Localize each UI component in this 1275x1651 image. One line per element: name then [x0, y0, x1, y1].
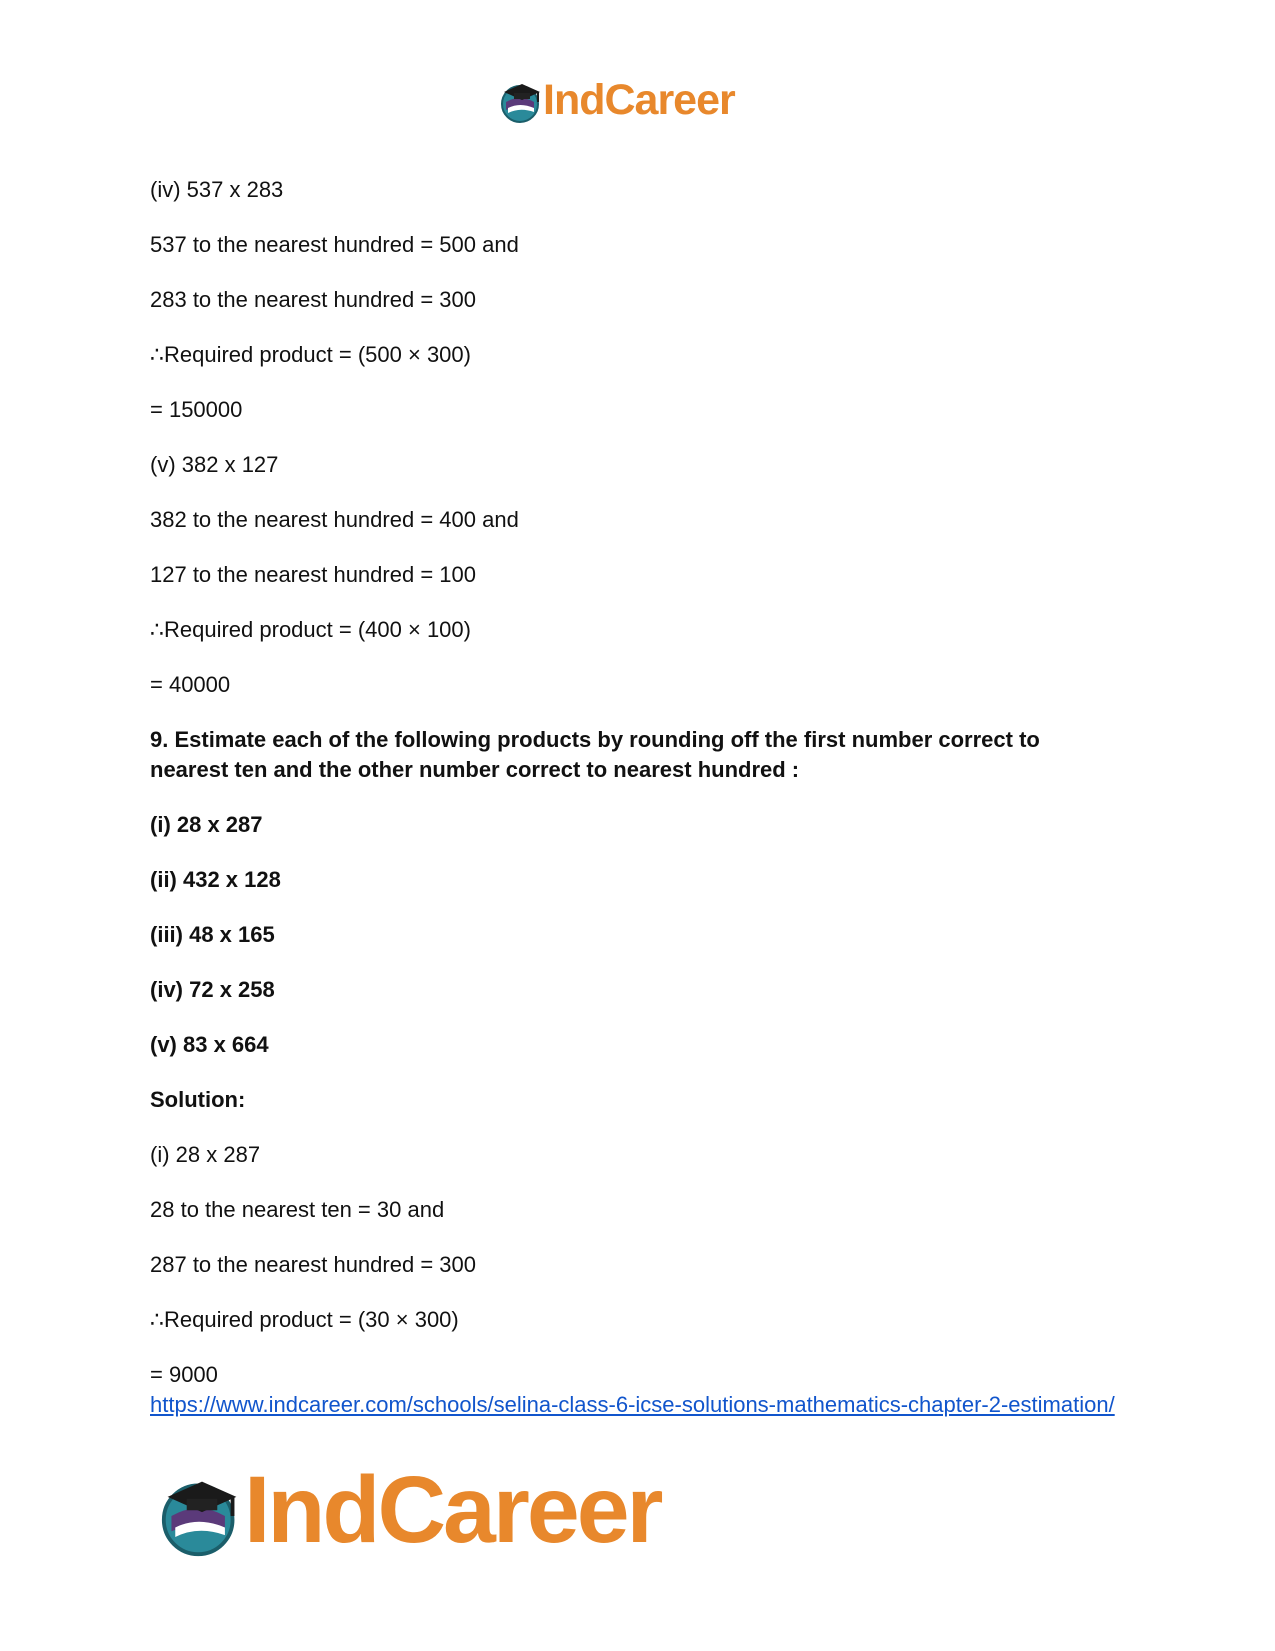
text-line: = 40000: [150, 672, 231, 697]
text-line: ∴Required product = (30 × 300): [150, 1307, 459, 1332]
text-line: ∴Required product = (400 × 100): [150, 617, 471, 642]
question-part: (i) 28 x 287: [150, 812, 263, 837]
text-line: 287 to the nearest hundred = 300: [150, 1252, 476, 1277]
text-line: 127 to the nearest hundred = 100: [150, 562, 476, 587]
text-line: (iv) 537 x 283: [150, 177, 284, 202]
question-part: (ii) 432 x 128: [150, 867, 281, 892]
header-logo-text: IndCareer: [543, 76, 735, 124]
solution-label: Solution:: [150, 1087, 246, 1112]
text-line: 537 to the nearest hundred = 500 and: [150, 232, 519, 257]
question-part: (v) 83 x 664: [150, 1032, 269, 1057]
footer-logo-text: IndCareer: [244, 1457, 661, 1563]
header-logo: [500, 78, 780, 128]
source-link[interactable]: https://www.indcareer.com/schools/selina-class-6-icse-solutions-mathematics-chapter-2-estimation/: [150, 1392, 1115, 1417]
globe-graduation-cap-icon: [500, 80, 544, 124]
text-line: = 9000: [150, 1362, 218, 1387]
question-part: (iii) 48 x 165: [150, 922, 275, 947]
text-line: ∴Required product = (500 × 300): [150, 342, 471, 367]
globe-graduation-cap-icon: [160, 1474, 244, 1558]
question-heading: 9. Estimate each of the following products by rounding off the first number correct to nearest ten and the other number correct to nearest hundred :: [150, 727, 1040, 782]
text-line: 382 to the nearest hundred = 400 and: [150, 507, 519, 532]
text-line: 283 to the nearest hundred = 300: [150, 287, 476, 312]
text-line: (i) 28 x 287: [150, 1142, 261, 1167]
footer-logo: [160, 1457, 700, 1566]
text-line: = 150000: [150, 397, 243, 422]
text-line: 28 to the nearest ten = 30 and: [150, 1197, 445, 1222]
text-line: (v) 382 x 127: [150, 452, 279, 477]
question-part: (iv) 72 x 258: [150, 977, 275, 1002]
